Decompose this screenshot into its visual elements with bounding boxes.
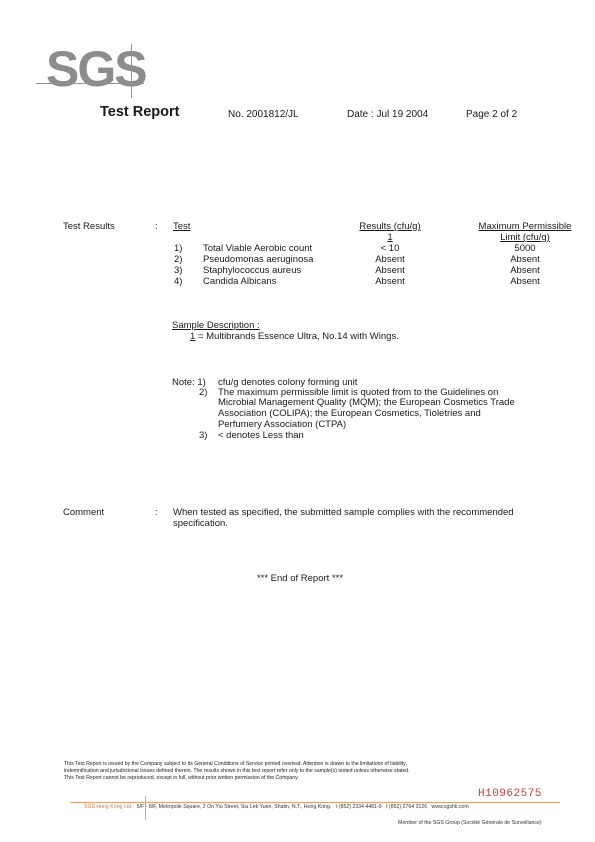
row-limit: Absent bbox=[510, 254, 540, 265]
col-header-results: Results (cfu/g) bbox=[359, 221, 421, 232]
note-2-line-2: Microbial Management Quality (MQM); the European Cosmetics Trade bbox=[218, 397, 515, 408]
row-test-name: Staphylococcus aureus bbox=[203, 265, 302, 276]
test-results-colon: : bbox=[155, 221, 158, 232]
note-1-text: cfu/g denotes colony forming unit bbox=[218, 377, 358, 388]
note-2-line-1: The maximum permissible limit is quoted from to the Guidelines on bbox=[218, 387, 499, 398]
row-limit: 5000 bbox=[514, 243, 536, 254]
row-test-name: Candida Albicans bbox=[203, 276, 277, 287]
row-number: 2) bbox=[174, 254, 183, 265]
col-header-limit-line1: Maximum Permissible bbox=[478, 221, 572, 232]
report-number: No. 2001812/JL bbox=[228, 109, 299, 120]
note-label: Note: 1) bbox=[172, 377, 206, 388]
note-2-line-4: Perfumery Association (CTPA) bbox=[218, 419, 347, 430]
row-test-name: Total Viable Aerobic count bbox=[203, 243, 313, 254]
fax-number: (852) 2764 3126 bbox=[389, 804, 428, 810]
row-test-name: Pseudomonas aeruginosa bbox=[203, 254, 314, 265]
fax-label: f bbox=[385, 804, 388, 810]
comment-colon: : bbox=[155, 507, 158, 518]
sample-description-heading: Sample Description : bbox=[172, 320, 260, 331]
sample-index: 1 bbox=[190, 331, 196, 342]
disclaimer-line-2: indemnification and jurisdictional issues defined therein. The results shown in this test report refer only to the sample(s) tested unless otherwise stated. bbox=[64, 768, 410, 774]
disclaimer-line-1: This Test Report is issued by the Company subject to its General Conditions of Service printed overleaf. Attention is drawn to the limitations of liability, bbox=[64, 761, 407, 767]
sample-description-text: = Multibrands Essence Ultra, No.14 with Wings. bbox=[195, 331, 399, 342]
logo-horizontal-rule bbox=[36, 83, 144, 84]
note-2-line-3: Association (COLIPA); the European Cosmetics, Tioletries and bbox=[218, 408, 481, 419]
sample-index-header: 1 bbox=[387, 232, 393, 243]
report-date: Date : Jul 19 2004 bbox=[347, 109, 429, 120]
note-3-number: 3) bbox=[199, 430, 208, 441]
col-header-test: Test bbox=[173, 221, 191, 232]
tel-label: t bbox=[335, 804, 338, 810]
report-title: Test Report bbox=[100, 104, 180, 120]
logo-vertical-rule bbox=[131, 44, 132, 98]
footer-address-line bbox=[84, 804, 469, 810]
website: www.sgshk.com bbox=[431, 804, 469, 810]
sgs-logo-text: SGS bbox=[46, 41, 146, 97]
row-limit: Absent bbox=[510, 276, 540, 287]
disclaimer-line-3: This Test Report cannot be reproduced, except in full, without prior written permission of the Company. bbox=[64, 775, 299, 781]
row-number: 1) bbox=[174, 243, 183, 254]
row-result: Absent bbox=[375, 276, 405, 287]
row-number: 4) bbox=[174, 276, 183, 287]
col-header-limit-line2: Limit (cfu/g) bbox=[500, 232, 550, 243]
row-result: Absent bbox=[375, 254, 405, 265]
note-2-number: 2) bbox=[199, 387, 208, 398]
row-result: < 10 bbox=[380, 243, 400, 254]
page-number: Page 2 of 2 bbox=[466, 109, 518, 120]
footer-rule bbox=[70, 802, 560, 803]
tel-number: (852) 2334 4481-9 bbox=[338, 804, 382, 810]
row-number: 3) bbox=[174, 265, 183, 276]
comment-line-1: When tested as specified, the submitted sample complies with the recommended bbox=[173, 507, 514, 518]
member-statement: Member of the SGS Group (Société Générale de Surveillance) bbox=[398, 820, 542, 826]
comment-label: Comment bbox=[63, 507, 105, 518]
sgs-logo bbox=[46, 41, 146, 97]
comment-line-2: specification. bbox=[173, 518, 228, 529]
company-address: 5/F - 8/F, Metropole Square, 2 On Yiu Street, Siu Lek Yuen, Shatin, N.T., Hong Kong. bbox=[136, 804, 332, 810]
stamp-serial-number: H10962575 bbox=[478, 788, 542, 800]
note-3-text: < denotes Less than bbox=[218, 430, 304, 441]
row-result: Absent bbox=[375, 265, 405, 276]
sample-description-line bbox=[190, 331, 399, 342]
test-results-label: Test Results bbox=[63, 221, 115, 232]
row-limit: Absent bbox=[510, 265, 540, 276]
end-of-report: *** End of Report *** bbox=[256, 573, 344, 584]
company-name: SGS Hong Kong Ltd. bbox=[84, 804, 133, 810]
